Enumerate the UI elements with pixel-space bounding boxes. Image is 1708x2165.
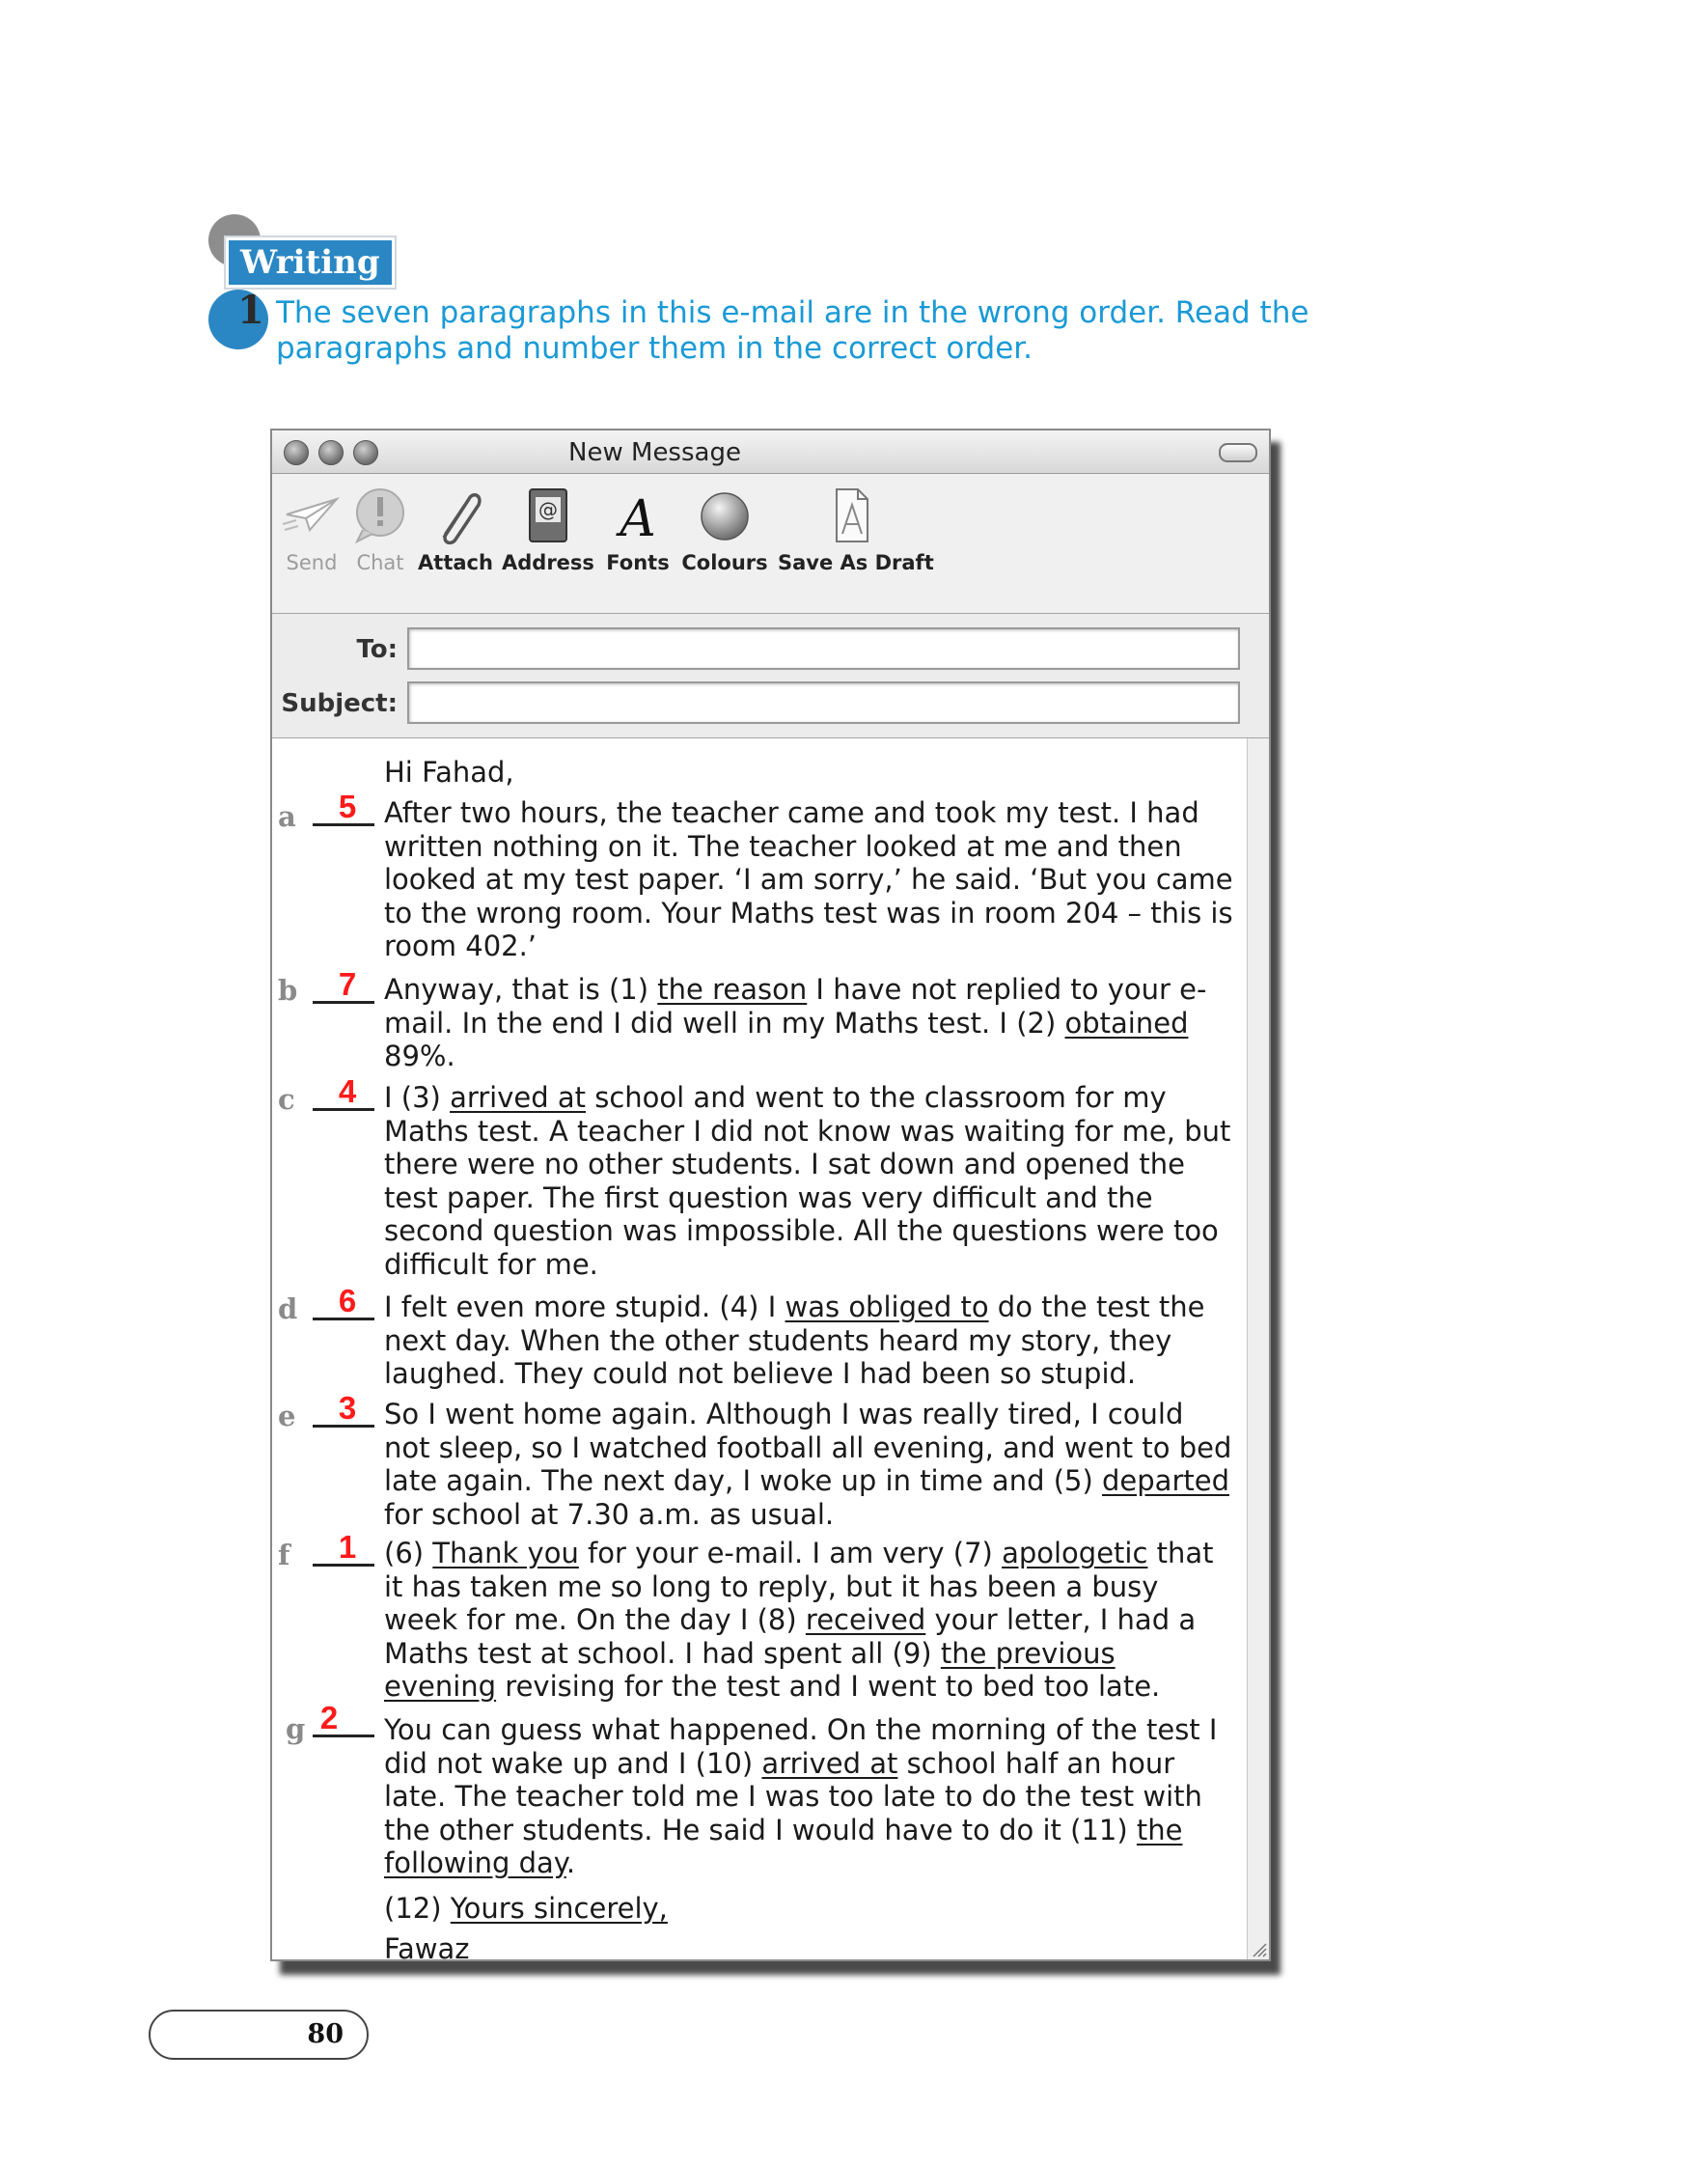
paragraph-letter-d: d [278,1292,298,1325]
section-title: Writing [226,237,395,288]
answer-blank-f[interactable] [313,1529,374,1567]
chat-icon [349,486,411,545]
paragraph-letter-f: f [278,1539,290,1571]
answer-a: 5 [338,789,357,824]
answer-g: 2 [319,1700,339,1735]
toolbar [272,474,1269,614]
resize-grip-icon[interactable] [1250,1940,1267,1957]
svg-text:A: A [620,490,656,545]
vertical-scrollbar[interactable] [1247,738,1269,1959]
paragraph-letter-e: e [278,1400,296,1432]
subject-input[interactable] [407,681,1240,724]
save-as-draft-label: Save As Draft [778,551,934,574]
answer-blank-g[interactable] [313,1700,374,1737]
title-bar[interactable] [272,430,1269,474]
paperclip-icon [425,486,486,545]
subject-label: Subject: [281,689,398,718]
to-label: To: [356,635,398,664]
answer-blank-e[interactable] [313,1390,374,1428]
colours-icon [694,486,756,545]
page-number: 80 [307,2019,344,2049]
window-title: New Message [568,438,741,467]
colours-label: Colours [681,551,768,574]
send-label: Send [286,551,338,574]
to-input[interactable] [407,627,1240,670]
paper-plane-icon [281,486,343,545]
fonts-icon [607,486,669,545]
page-number-box [149,2010,369,2060]
send-button[interactable] [280,486,344,574]
signature: Fawaz [384,1932,470,1965]
answer-blank-b[interactable] [313,966,374,1004]
paragraph-a: After two hours, the teacher came and took my test. I had written nothing on it. The teacher looked at me and then looked at my test paper. ‘I am sorry,’ he said. ‘But you came to the wrong room. Your Maths test was in room 204 – this is room 402.’ [384,796,1233,962]
answer-f: 1 [338,1529,357,1565]
new-message-window [270,429,1271,1965]
answer-blank-a[interactable] [313,789,374,826]
save-as-draft-button[interactable] [778,486,934,574]
answer-blank-c[interactable] [313,1073,374,1111]
colours-button[interactable] [681,486,768,574]
paragraph-d: I felt even more stupid. (4) I was obliged to do the test the next day. When the other students heard my story, they laughed. They could not believe I had been so stupid. [384,1291,1205,1390]
answer-e: 3 [338,1390,357,1426]
paragraph-letter-a: a [278,800,296,833]
fonts-label: Fonts [606,551,670,574]
chat-label: Chat [356,551,404,574]
paragraph-letter-c: c [278,1083,295,1116]
paragraph-b: Anyway, that is (1) the reason I have not replied to your e-mail. In the end I did well in my Maths test. I (2) obtained 89%. [384,973,1207,1072]
exercise-number: 1 [237,288,264,333]
answer-c: 4 [338,1073,357,1109]
paragraph-letter-b: b [278,974,298,1007]
message-body[interactable] [272,738,1248,1965]
exercise-instruction: The seven paragraphs in this e-mail are in the wrong order. Read the paragraphs and number them in the correct order. [276,295,1309,366]
address-button[interactable] [502,486,592,574]
header-fields [272,614,1269,738]
paragraph-g: You can guess what happened. On the morning of the test I did not wake up and I (10) arrived at school half an hour late. The teacher told me I was too late to do the test with the other students. He said I would have to do it (11) the following day. [384,1713,1218,1879]
fonts-button[interactable] [606,486,670,574]
paragraph-c: I (3) arrived at school and went to the classroom for my Maths test. A teacher I did not know was waiting for me, but there were no other students. I sat down and opened the test paper. The first question was very difficult and the second question was impossible. All the questions were too difficult for me. [384,1081,1231,1281]
closing: (12) Yours sincerely, [384,1892,668,1925]
greeting: Hi Fahad, [384,756,514,789]
paragraph-e: So I went home again. Although I was really tired, I could not sleep, so I watched football all evening, and went to bed late again. The next day, I woke up in time and (5) departed for school at 7.30 a.m. as usual. [384,1398,1232,1531]
answer-d: 6 [338,1283,357,1318]
paragraph-f: (6) Thank you for your e-mail. I am very (7) apologetic that it has taken me so long to reply, but it has been a busy week for me. On the day I (8) received your letter, I had a Maths test at school. I had spent all (9) the previous evening revising for the test and I went to bed too late. [384,1537,1214,1703]
svg-text:@: @ [538,498,558,521]
address-label: Address [502,551,594,574]
paragraph-letter-g: g [286,1712,306,1745]
answer-blank-d[interactable] [313,1283,374,1320]
address-book-icon [516,486,578,545]
answer-b: 7 [338,966,357,1002]
attach-button[interactable] [417,486,494,574]
draft-icon [819,486,881,545]
toolbar-toggle-button[interactable] [1219,443,1257,462]
chat-button[interactable] [349,486,411,574]
attach-label: Attach [418,551,493,574]
